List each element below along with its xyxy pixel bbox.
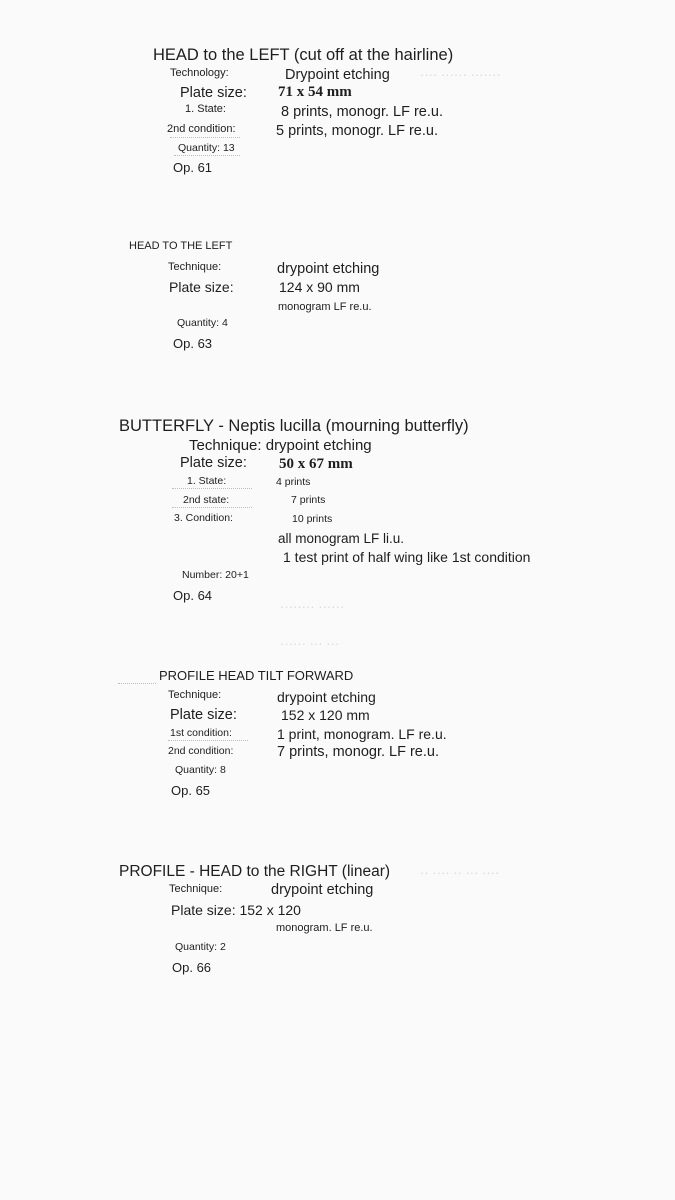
state-label: 2nd state: [183,494,230,506]
state-label: 2nd condition: [168,745,234,757]
dotted-underline [168,740,248,741]
technique-line: Technique: drypoint etching [189,437,372,454]
state-value: 8 prints, monogr. LF re.u. [281,104,443,120]
bleed-through: ·· ···· ·· ··· ···· [420,865,500,880]
quantity-label: Quantity: 4 [177,317,228,329]
bleed-through: ······ ··· ··· [280,636,340,651]
dotted-underline [172,507,252,508]
state-label: 1st condition: [170,727,232,739]
opus-number: Op. 65 [171,783,211,798]
test-print-note: 1 test print of half wing like 1st condition [283,549,531,565]
bleed-through: ········ ······ [280,599,345,614]
opus-number: Op. 63 [173,336,213,351]
quantity-label: Quantity: 13 [178,142,235,154]
state-value: 1 print, monogram. LF re.u. [277,726,447,742]
opus-number: Op. 61 [173,160,213,175]
plate-size-label: Plate size: [169,279,234,295]
bleed-through: ···· ······ ······· [420,67,501,82]
opus-number: Op. 66 [172,960,212,975]
entry-title: HEAD to the LEFT (cut off at the hairline) [153,46,454,64]
plate-size-label: Plate size: [180,455,247,471]
quantity-label: Number: 20+1 [182,569,249,581]
plate-size-line: Plate size: 152 x 120 [171,902,301,918]
opus-number: Op. 64 [173,588,213,603]
technique-label: Technique: [169,883,223,895]
plate-size-value: 152 x 120 mm [281,707,370,723]
dotted-underline [172,488,252,489]
technique-value: Drypoint etching [285,67,390,83]
quantity-label: Quantity: 8 [175,764,226,776]
quantity-label: Quantity: 2 [175,941,226,953]
state-value: 10 prints [292,513,333,525]
technique-label: Technique: [168,261,222,273]
state-label: 2nd condition: [167,123,236,135]
dotted-underline [174,155,240,156]
plate-size-label: Plate size: [180,85,247,101]
entry-title: PROFILE HEAD TILT FORWARD [159,668,354,683]
plate-size-label: Plate size: [170,707,237,723]
entry-title: BUTTERFLY - Neptis lucilla (mourning butterfly) [119,417,469,435]
technique-value: drypoint etching [277,261,380,277]
state-label: 3. Condition: [174,512,233,524]
entry-title: PROFILE - HEAD to the RIGHT (linear) [119,863,391,880]
state-label: 1. State: [187,475,227,487]
plate-size-value: 71 x 54 mm [278,84,352,100]
technique-label: Technology: [170,67,229,79]
entry-title: HEAD TO THE LEFT [129,240,233,252]
dotted-underline [170,137,240,138]
plate-size-value: 124 x 90 mm [279,279,360,295]
technique-value: drypoint etching [277,689,376,705]
state-value: 7 prints, monogr. LF re.u. [277,744,439,760]
state-value: 4 prints [276,476,311,488]
state-value: 7 prints [291,494,326,506]
state-value: 5 prints, monogr. LF re.u. [276,123,438,139]
technique-label: Technique: [168,689,222,701]
monogram-note: all monogram LF li.u. [278,531,405,546]
plate-size-value: 50 x 67 mm [279,456,353,472]
monogram-note: monogram LF re.u. [278,301,372,313]
technique-value: drypoint etching [271,882,374,898]
state-label: 1. State: [185,103,226,115]
monogram-note: monogram. LF re.u. [276,922,373,934]
dotted-mark [118,683,156,684]
